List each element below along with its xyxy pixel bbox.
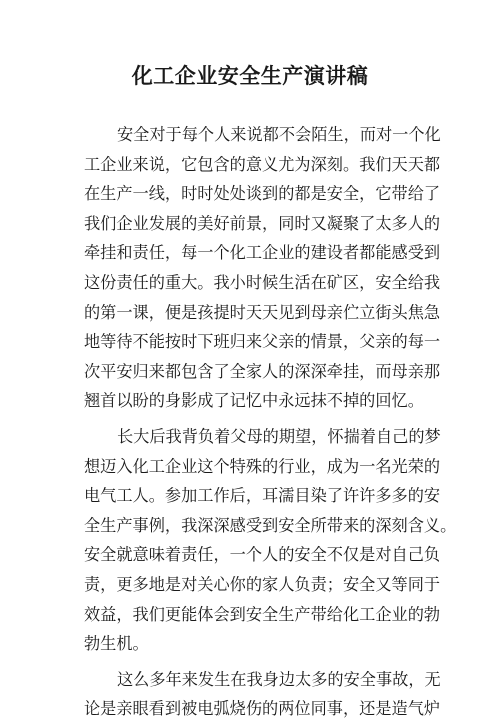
- document-body: [84, 120, 457, 724]
- paragraph-2: [84, 422, 457, 659]
- text-line: 的第一课，便是孩提时天天见到母亲伫立街头焦急: [84, 302, 441, 322]
- text-line: 责，更多地是对关心你的家人负责；安全又等同于: [84, 574, 441, 594]
- text-line: 地等待不能按时下班归来父亲的情景，父亲的每一: [84, 332, 441, 352]
- text-line: 想迈入化工企业这个特殊的行业，成为一名光荣的: [84, 456, 441, 476]
- text-line: 牵挂和责任，每一个化工企业的建设者都能感受到: [84, 243, 441, 263]
- text-line: 我们企业发展的美好前景，同时又凝聚了太多人的: [84, 213, 441, 233]
- text-line: 翘首以盼的身影成了记忆中永远抹不掉的回忆。: [84, 391, 424, 411]
- text-line: 在生产一线，时时处处谈到的都是安全，它带给了: [84, 184, 441, 204]
- text-line: 论是亲眼看到被电弧烧伤的两位同事，还是造气炉: [84, 699, 441, 719]
- text-line: 电气工人。参加工作后，耳濡目染了许许多多的安: [84, 486, 441, 506]
- text-line: 安全对于每个人来说都不会陌生，而对一个化: [117, 125, 441, 144]
- text-line: 这份责任的重大。我小时候生活在矿区，安全给我: [84, 272, 441, 292]
- paragraph-1: [84, 120, 441, 416]
- text-line: 安全就意味着责任，一个人的安全不仅是对自己负: [84, 545, 441, 565]
- text-line: 效益，我们更能体会到安全生产带给化工企业的勃: [84, 604, 441, 624]
- text-line: 全生产事例，我深深感受到安全所带来的深刻含义。: [84, 515, 457, 535]
- text-line: 这么多年来发生在我身边太多的安全事故，无: [117, 669, 441, 689]
- paragraph-3: [84, 665, 441, 724]
- text-line: 工企业来说，它包含的意义尤为深刻。我们天天都: [84, 154, 441, 174]
- text-line: 次平安归来都包含了全家人的深深牵挂，而母亲那: [84, 361, 441, 381]
- text-line: 长大后我背负着父母的期望，怀揣着自己的梦: [117, 426, 441, 446]
- document-title: 化工企业安全生产演讲稿: [131, 64, 369, 88]
- text-line: 勃生机。: [84, 634, 149, 654]
